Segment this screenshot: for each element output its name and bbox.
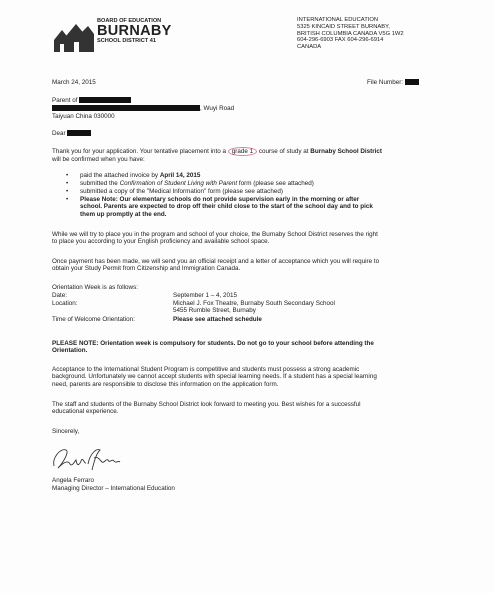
bullet-dot: • bbox=[66, 188, 69, 195]
road-text: , Wuyi Road bbox=[200, 105, 235, 112]
burnaby-logo-icon bbox=[52, 18, 96, 54]
redaction-bar bbox=[79, 97, 131, 103]
intro-line2: will be confirmed when you have: bbox=[52, 156, 145, 163]
bullet-dot: • bbox=[66, 172, 69, 179]
paragraph-closing: The staff and students of the Burnaby School District look forward to meeting you. Best wishes for a successful educational experience. bbox=[52, 401, 361, 416]
org-line1: BOARD OF EDUCATION bbox=[97, 18, 162, 24]
address-line: BRITISH COLUMBIA CANADA V5G 1W2 bbox=[297, 30, 404, 37]
orientation-time-value: Please see attached schedule bbox=[173, 316, 262, 323]
logo-text bbox=[97, 18, 172, 44]
orientation-date-value: September 1 – 4, 2015 bbox=[173, 292, 238, 299]
file-number bbox=[367, 79, 419, 86]
bullet-item-note: Please Note: Our elementary schools do not provide supervision early in the morning or after school. Parents are expected to drop off their child close to the start of the school day and to pick them up promptly at the end. bbox=[80, 196, 373, 218]
intro-text: Thank you for your application. Your tentative placement into a bbox=[52, 148, 226, 155]
orientation-heading: Orientation Week is as follows: bbox=[52, 284, 138, 291]
address-line: INTERNATIONAL EDUCATION bbox=[297, 17, 379, 23]
paragraph-acceptance: Acceptance to the International Student Program is competitive and students must possess a strong academic background. Unfortunately we cannot accept students with special learning needs. If a student has a special learning need, parents are responsible to disclose this information on the application form. bbox=[52, 366, 377, 388]
address-line: 604-296-6903 FAX 604-296-6914 bbox=[297, 37, 384, 44]
dear-label: Dear bbox=[52, 130, 66, 137]
file-number-label: File Number: bbox=[367, 79, 404, 86]
org-line3: SCHOOL DISTRICT 41 bbox=[97, 38, 156, 44]
bullet-item: submitted a copy of the "Medical Information" form (please see attached) bbox=[80, 188, 283, 195]
paragraph-placement: While we will try to place you in the program and school of your choice, the Burnaby School District reserves the right to place you according to your English proficiency and available school space. bbox=[52, 231, 378, 246]
recipient-line1 bbox=[52, 97, 131, 104]
address-block bbox=[297, 17, 404, 51]
recipient-city: Taiyuan China 030000 bbox=[52, 113, 115, 120]
orientation-location-label: Location: bbox=[52, 300, 78, 307]
orientation-date-label: Date: bbox=[52, 292, 68, 299]
salutation bbox=[52, 130, 91, 137]
paragraph-payment: Once payment has been made, we will send you an official receipt and a letter of acceptance which you will require to obtain your Study Permit from Citizenship and Immigration Canada. bbox=[52, 258, 380, 273]
handwritten-signature-icon bbox=[50, 440, 130, 476]
signer-name: Angela Ferraro bbox=[52, 477, 94, 484]
bullet-dot: • bbox=[66, 196, 69, 203]
redaction-bar bbox=[52, 105, 200, 111]
address-line: 5325 KINCAID STREET BURNABY, bbox=[297, 23, 390, 30]
redaction-bar bbox=[405, 79, 419, 85]
orientation-time-label: Time of Welcome Orientation: bbox=[52, 316, 135, 323]
compulsory-notice: PLEASE NOTE: Orientation week is compulsory for students. Do not go to your school before attending the Orientation. bbox=[52, 340, 374, 355]
recipient-line2 bbox=[52, 105, 234, 112]
signer-title: Managing Director – International Education bbox=[52, 485, 175, 492]
bullet-item: submitted the Confirmation of Student Living with Parent form (please see attached) bbox=[80, 180, 314, 187]
bullet-dot: • bbox=[66, 180, 69, 187]
parent-of-label: Parent of bbox=[52, 97, 78, 104]
district-name: Burnaby School District bbox=[310, 148, 383, 155]
bullet-item: paid the attached invoice by April 14, 2015 bbox=[80, 172, 201, 179]
sincerely: Sincerely, bbox=[52, 428, 80, 435]
org-name: BURNABY bbox=[97, 23, 172, 39]
address-line: CANADA bbox=[297, 44, 322, 51]
intro-text: course of study at bbox=[258, 148, 309, 155]
grade-circle: grade 1 bbox=[228, 147, 257, 156]
redaction-bar bbox=[67, 130, 91, 136]
orientation-location-value: Michael J. Fox Theatre, Burnaby South Secondary School 5455 Rumble Street, Burnaby bbox=[173, 300, 335, 315]
letter-date: March 24, 2015 bbox=[52, 79, 96, 86]
intro-line1 bbox=[52, 148, 382, 155]
